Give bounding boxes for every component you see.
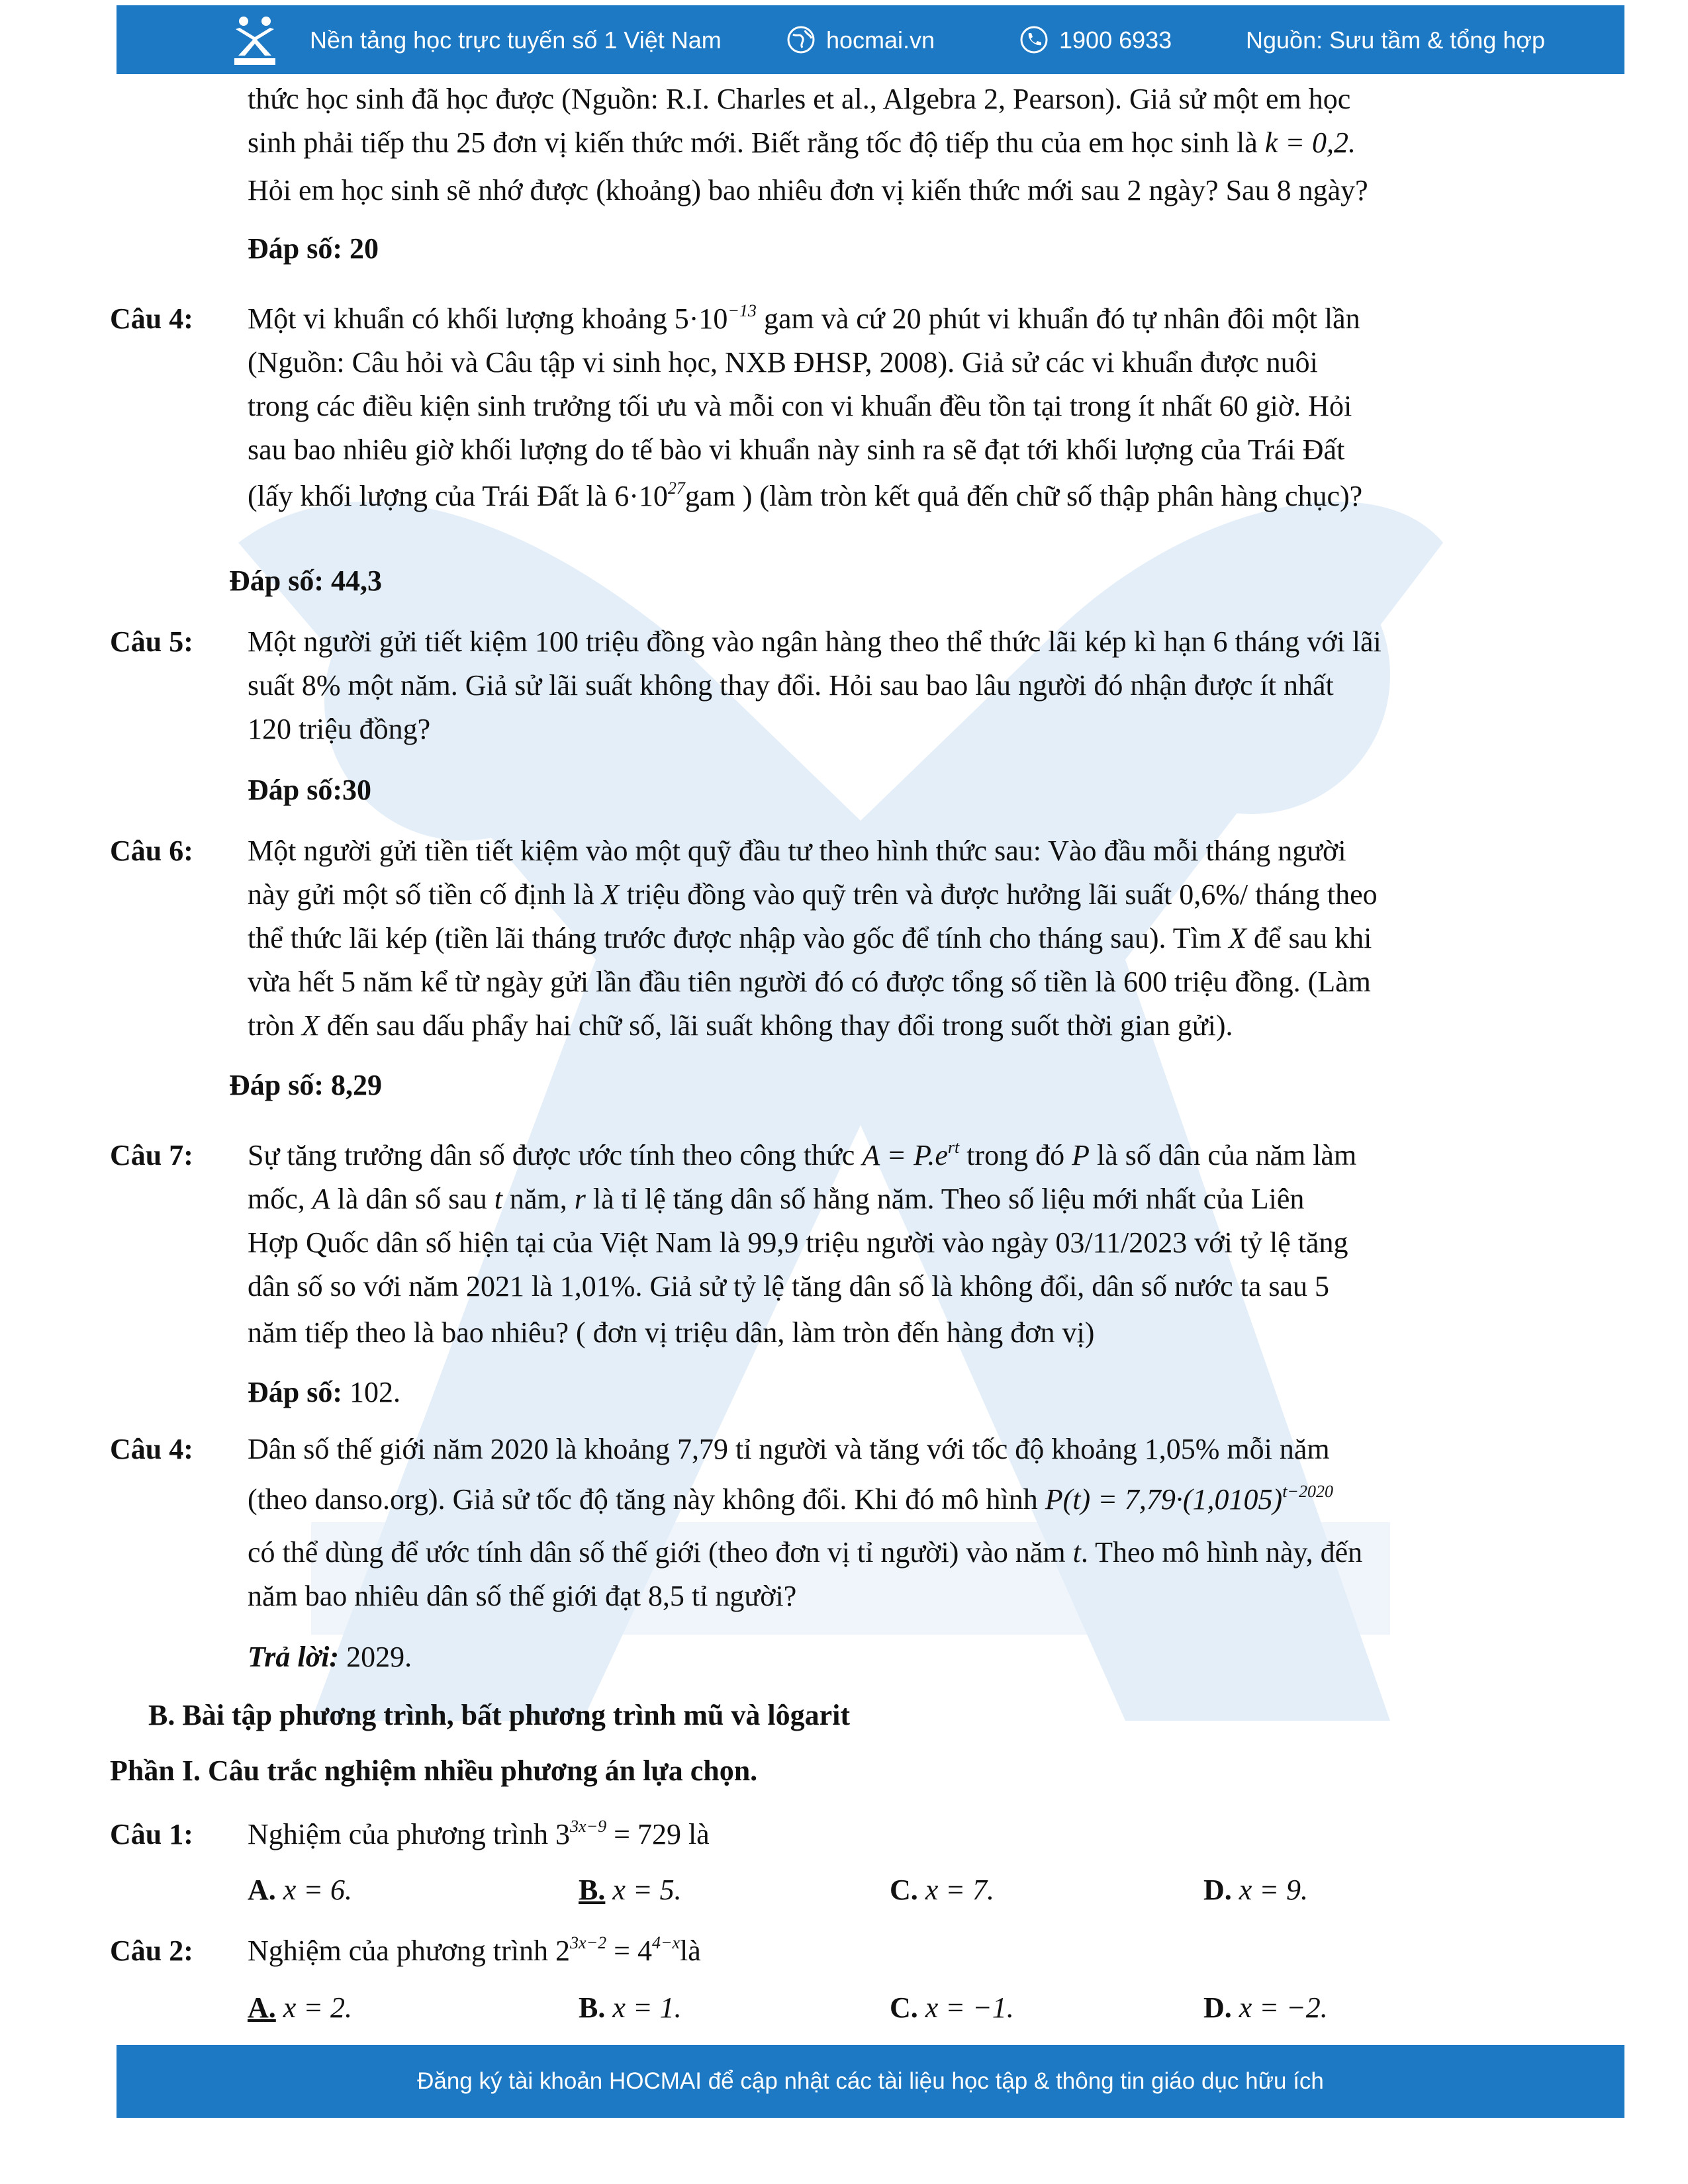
q4b-line-1: Dân số thế giới năm 2020 là khoảng 7,79 tỉ người và tăng với tốc độ khoảng 1,05% mỗi năm	[248, 1433, 1330, 1465]
mc1-stem: Nghiệm của phương trình $3^{3x-9} = 729$ là	[248, 1817, 710, 1850]
q6-line-5: tròn X đến sau dấu phẩy hai chữ số, lãi suất không thay đổi trong suốt thời gian gửi).	[248, 1009, 1233, 1042]
q7-answer: Đáp số: 102.	[248, 1376, 401, 1408]
hocmai-logo-icon	[233, 15, 277, 66]
q4a-line-1: Một vi khuẩn có khối lượng khoảng $5\cdot 10^{-13}$ gam và cứ 20 phút vi khuẩn đó tự nhân đôi một lần	[248, 301, 1360, 335]
q6-line-1: Một người gửi tiền tiết kiệm vào một quỹ đầu tư theo hình thức sau: Vào đầu mỗi tháng người	[248, 835, 1346, 867]
section-b-heading: B. Bài tập phương trình, bất phương trình mũ và lôgarit	[148, 1699, 850, 1731]
q4a-line-3: trong các điều kiện sinh trưởng tối ưu và mỗi con vi khuẩn đều tồn tại trong ít nhất 60 giờ. Hỏi	[248, 390, 1352, 422]
q6-line-4: vừa hết 5 năm kể từ ngày gửi lần đầu tiên người đó có được tổng số tiền là 600 triệu đồng. (Làm	[248, 966, 1371, 998]
question-label: Câu 4:	[110, 302, 193, 335]
mc2-stem: Nghiệm của phương trình $2^{3x-2}$ = $4^{4-x}là$	[248, 1933, 701, 1967]
question-label: Câu 7:	[110, 1139, 193, 1171]
q6-line-2: này gửi một số tiền cố định là X triệu đồng vào quỹ trên và được hưởng lãi suất 0,6%/ tháng theo	[248, 878, 1378, 911]
q5-line-2: suất 8% một năm. Giả sử lãi suất không thay đổi. Hỏi sau bao lâu người đó nhận được ít nhất	[248, 669, 1334, 702]
mc2-option-b: B. x = 1.	[579, 1991, 682, 2024]
q7-line-4: dân số so với năm 2021 là 1,01%. Giả sử tỷ lệ tăng dân số là không đổi, dân số nước ta sau 5	[248, 1270, 1330, 1302]
q4a-line-5: (lấy khối lượng của Trái Đất là $6\cdot 10^{27}gam$ ) (làm tròn kết quả đến chữ số thập phân hàng chục)?	[248, 478, 1363, 512]
q4a-line-2: (Nguồn: Câu hỏi và Câu tập vi sinh học, NXB ĐHSP, 2008). Giả sử các vi khuẩn được nuôi	[248, 346, 1318, 379]
mc2-option-a: A. x = 2.	[248, 1991, 353, 2024]
mc1-option-d: D. x = 9.	[1203, 1874, 1309, 1906]
mc2-option-d: D. x = −2.	[1203, 1991, 1328, 2024]
question-label: Câu 2:	[110, 1934, 193, 1967]
q7-line-3: Hợp Quốc dân số hiện tại của Việt Nam là 99,9 triệu người vào ngày 03/11/2023 với tỷ lệ tăng	[248, 1226, 1348, 1259]
q4b-line-4: năm bao nhiêu dân số thế giới đạt 8,5 tỉ người?	[248, 1580, 797, 1612]
mc1-option-b: B. x = 5.	[579, 1874, 682, 1906]
header-tagline: Nền tảng học trực tuyến số 1 Việt Nam	[310, 26, 722, 54]
q6-line-3: thể thức lãi kép (tiền lãi tháng trước được nhập vào gốc để tính cho tháng sau). Tìm X để sau khi	[248, 922, 1372, 954]
header-website-link[interactable]: hocmai.vn	[826, 26, 935, 54]
header-bar	[117, 5, 1624, 74]
footer-text[interactable]: Đăng ký tài khoản HOCMAI để cập nhật các tài liệu học tập & thông tin giáo dục hữu ích	[417, 2068, 1324, 2094]
q4b-line-2: (theo danso.org). Giả sử tốc độ tăng này không đổi. Khi đó mô hình $P(t) = 7,79\cdot(1,0105)^{t-2020}$	[248, 1482, 1333, 1516]
mc2-option-c: C. x = −1.	[890, 1991, 1014, 2024]
intro-line-1: thức học sinh đã học được (Nguồn: R.I. Charles et al., Algebra 2, Pearson). Giả sử một em học	[248, 83, 1351, 115]
question-label: Câu 4:	[110, 1433, 193, 1465]
part-1-heading: Phần I. Câu trắc nghiệm nhiều phương án lựa chọn.	[110, 1754, 758, 1787]
q7-line-5: năm tiếp theo là bao nhiêu? ( đơn vị triệu dân, làm tròn đến hàng đơn vị)	[248, 1316, 1095, 1349]
question-label: Câu 6:	[110, 835, 193, 867]
intro-math-k: k = 0,2.	[1264, 126, 1356, 159]
q5-line-1: Một người gửi tiết kiệm 100 triệu đồng vào ngân hàng theo thể thức lãi kép kì hạn 6 tháng với lãi	[248, 625, 1382, 658]
footer-bar[interactable]	[117, 2045, 1624, 2118]
intro-answer: Đáp số: 20	[248, 232, 379, 265]
header-source: Nguồn: Sưu tầm & tổng hợp	[1246, 26, 1545, 54]
header-phone[interactable]: 1900 6933	[1059, 26, 1172, 54]
globe-icon	[786, 25, 816, 54]
q5-answer: Đáp số:30	[248, 774, 372, 806]
mc1-option-c: C. x = 7.	[890, 1874, 995, 1906]
q7-line-1: Sự tăng trưởng dân số được ước tính theo công thức $A = P.e^{rt}$ trong đó P là số dân của năm làm	[248, 1138, 1357, 1171]
question-label: Câu 1:	[110, 1818, 193, 1850]
q4a-line-4: sau bao nhiêu giờ khối lượng do tế bào vi khuẩn này sinh ra sẽ đạt tới khối lượng của Trái Đất	[248, 433, 1345, 466]
phone-icon	[1019, 25, 1049, 54]
q4a-answer: Đáp số: 44,3	[229, 565, 383, 597]
q5-line-3: 120 triệu đồng?	[248, 713, 431, 745]
mc1-option-a: A. x = 6.	[248, 1874, 353, 1906]
intro-line-3: Hỏi em học sinh sẽ nhớ được (khoảng) bao nhiêu đơn vị kiến thức mới sau 2 ngày? Sau 8 ngày?	[248, 174, 1368, 206]
q4b-answer: Trả lời: 2029.	[248, 1641, 412, 1673]
question-label: Câu 5:	[110, 625, 193, 658]
q4b-line-3: có thể dùng để ước tính dân số thế giới (theo đơn vị tỉ người) vào năm t. Theo mô hình này, đến	[248, 1536, 1363, 1569]
intro-line-2: sinh phải tiếp thu 25 đơn vị kiến thức mới. Biết rằng tốc độ tiếp thu của em học sinh là k = 0,2.	[248, 126, 1356, 159]
q6-answer: Đáp số: 8,29	[229, 1069, 383, 1101]
q7-line-2: mốc, A là dân số sau t năm, r là tỉ lệ tăng dân số hằng năm. Theo số liệu mới nhất của Liên	[248, 1183, 1305, 1215]
